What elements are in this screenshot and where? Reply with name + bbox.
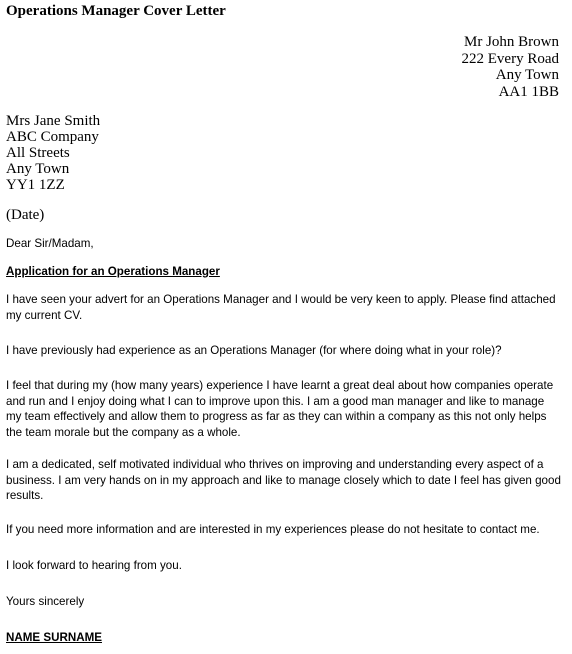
recipient-company: ABC Company	[6, 129, 99, 145]
sender-postcode: AA1 1BB	[498, 83, 559, 100]
body-paragraph: I look forward to hearing from you.	[6, 559, 182, 572]
sender-name: Mr John Brown	[463, 34, 559, 50]
recipient-street: All Streets	[6, 145, 70, 161]
page-title: Operations Manager Cover Letter	[6, 3, 226, 19]
subject-line: Application for an Operations Manager	[6, 265, 220, 278]
signature: NAME SURNAME	[6, 631, 102, 644]
salutation: Dear Sir/Madam,	[6, 237, 94, 250]
recipient-name: Mrs Jane Smith	[6, 113, 101, 129]
body-paragraph: I have seen your advert for an Operations Manager and I would be very keen to apply. Please find attached my current CV.	[6, 293, 556, 322]
recipient-town: Any Town	[6, 161, 70, 177]
recipient-postcode: YY1 1ZZ	[6, 177, 65, 193]
letter-date: (Date)	[6, 207, 45, 223]
recipient-address	[6, 113, 100, 193]
body-paragraph: I feel that during my (how many years) experience I have learnt a great deal about how companies operate and run and I enjoy doing what I can to improve upon this. I am a good man manager and like to manage my team effectively and allow them to progress as far as they can within a company as this not only helps the team morale but the company as a whole.	[6, 379, 554, 439]
sender-address	[462, 34, 559, 100]
sender-street: 222 Every Road	[461, 50, 559, 67]
closing: Yours sincerely	[6, 595, 85, 608]
sender-town: Any Town	[495, 67, 559, 83]
body-paragraph: I have previously had experience as an Operations Manager (for where doing what in your role)?	[6, 344, 502, 357]
body-paragraph: If you need more information and are interested in my experiences please do not hesitate to contact me.	[6, 523, 540, 536]
body-paragraph: I am a dedicated, self motivated individual who thrives on improving and understanding every aspect of a business. I am very hands on in my approach and like to manage closely which to date I feel has given good results.	[6, 458, 561, 502]
